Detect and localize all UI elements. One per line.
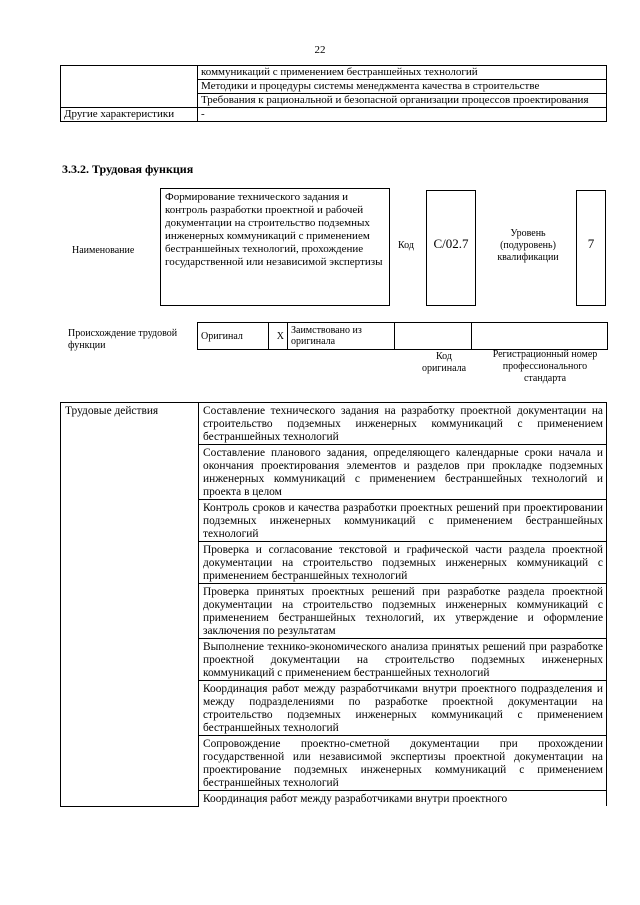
knowledge-item: Методики и процедуры системы менеджмента качества в строительстве: [198, 80, 607, 94]
labor-action-item: Координация работ между разработчиками внутри проектного подразделения и между подразделениями по разработке проектной документации на строительство подземных инженерных коммуникаций с применением бестраншейных технологий: [199, 681, 607, 736]
knowledge-item: коммуникаций с применением бестраншейных технологий: [198, 66, 607, 80]
empty-cell: [61, 66, 198, 108]
knowledge-item: Требования к рациональной и безопасной организации процессов проектирования: [198, 94, 607, 108]
other-characteristics-label: Другие характеристики: [61, 108, 198, 122]
original-mark: X: [269, 323, 288, 350]
reg-number-caption: Регистрационный номер профессионального стандарта: [492, 349, 598, 384]
origin-label: Происхождение трудовой функции: [68, 328, 178, 351]
qualification-level-box: 7: [576, 190, 606, 306]
borrowed-label: Заимствовано из оригинала: [288, 323, 395, 350]
labor-action-item: Координация работ между разработчиками внутри проектного: [199, 791, 607, 807]
reg-number-cell: [472, 323, 608, 350]
knowledge-table-continuation: [60, 65, 607, 122]
labor-action-item: Проверка принятых проектных решений при разработке раздела проектной документации на строительство подземных инженерных коммуникаций с применением бестраншейных технологий, их утверждение и оформление заключения по результатам: [199, 584, 607, 639]
labor-action-item: Контроль сроков и качества разработки проектных решений при проектировании подземных инженерных коммуникаций с применением бестраншейных технологий: [199, 500, 607, 542]
code-original-cell: [395, 323, 472, 350]
labor-action-item: Составление планового задания, определяющего календарные сроки начала и окончания проектирования элементов и разделов при прокладке подземных инженерных коммуникаций с применением бестраншейных технологий и проекта в целом: [199, 445, 607, 500]
labor-actions-label: Трудовые действия: [61, 403, 199, 807]
other-characteristics-value: -: [198, 108, 607, 122]
origin-table: [197, 322, 608, 350]
labor-actions-table: [60, 402, 607, 807]
name-label: Наименование: [72, 245, 135, 256]
labor-action-item: Сопровождение проектно-сметной документации при прохождении государственной или независимой экспертизы проектной документации на проектирование подземных инженерных коммуникаций с применением бестраншейных технологий: [199, 736, 607, 791]
function-code-box: C/02.7: [426, 190, 476, 306]
labor-action-item: Составление технического задания на разработку проектной документации на строительство подземных инженерных коммуникаций с применением бестраншейных технологий: [199, 403, 607, 445]
original-label: Оригинал: [198, 323, 269, 350]
labor-action-item: Проверка и согласование текстовой и графической части раздела проектной документации на строительство подземных инженерных коммуникаций с применением бестраншейных технологий: [199, 542, 607, 584]
function-name-box: Формирование технического задания и контроль разработки проектной и рабочей документации на строительство подземных инженерных коммуникаций с применением бестраншейных технологий, прохождение государственной или независимой экспертизы: [160, 188, 390, 306]
labor-action-item: Выполнение технико-экономического анализа принятых решений при разработке проектной документации на строительство подземных инженерных коммуникаций с применением бестраншейных технологий: [199, 639, 607, 681]
code-label: Код: [398, 240, 414, 251]
qualification-level-label: Уровень (подуровень) квалификации: [497, 228, 559, 263]
page-number: 22: [314, 44, 326, 56]
code-original-caption: Код оригинала: [421, 351, 467, 374]
section-heading: 3.3.2. Трудовая функция: [62, 162, 194, 176]
